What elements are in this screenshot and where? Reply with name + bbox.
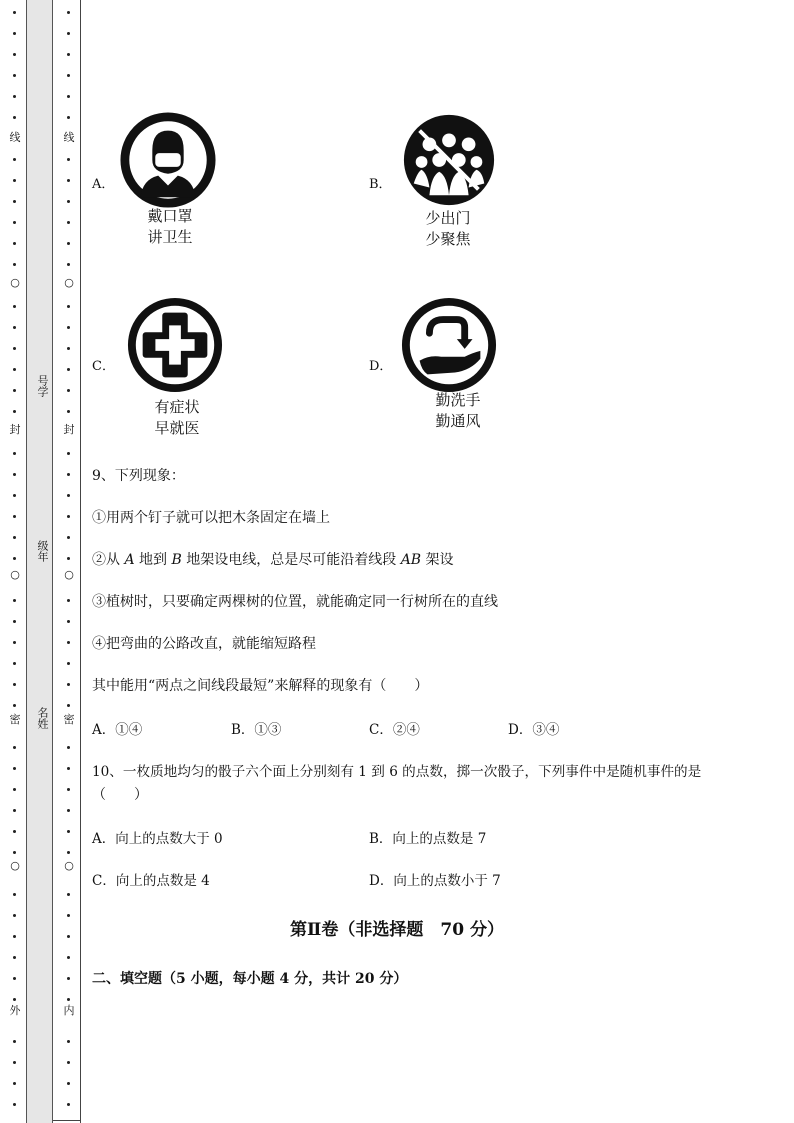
q9-option-d: D．③④ [508,722,560,738]
dot [67,893,70,896]
dot [13,11,16,14]
dot [67,410,70,413]
section-title: 第Ⅱ卷（非选择题 70 分） [290,920,504,940]
q9-item-2-mid2: 地架设电线，总是尽可能沿着线段 [181,552,401,568]
q8-option-a-letter: A． [92,177,115,192]
dot [67,1103,70,1106]
q9-item-2 [92,549,454,569]
dot [67,641,70,644]
dot [13,326,16,329]
outer-mark: ○ [10,568,20,581]
dot [13,893,16,896]
dot [13,557,16,560]
dot [67,1040,70,1043]
dot [67,746,70,749]
dot [67,242,70,245]
margin-bottom-line [53,1120,81,1121]
dot [67,473,70,476]
q8-option-d-caption-line2: 勤通风 [435,412,481,430]
dot [67,977,70,980]
q8-option-a-caption-line2: 讲卫生 [147,228,193,246]
dot [67,956,70,959]
q8-option-d-letter: D． [369,359,393,374]
q9-item-2-mid: 地到 [134,552,172,568]
dot [67,200,70,203]
outer-mark: 密 [9,713,21,726]
q9-item-1: ①用两个钉子就可以把木条固定在墙上 [92,510,330,526]
dot [13,389,16,392]
dot [13,620,16,623]
dot [67,620,70,623]
dot [67,599,70,602]
dot [67,809,70,812]
dot [67,389,70,392]
q8-option-b-caption [388,208,508,250]
q9-item-4: ④把弯曲的公路改直，就能缩短路程 [92,636,316,652]
dot [67,263,70,266]
dot [67,683,70,686]
dot [67,347,70,350]
point-b: B [171,552,182,568]
dot [13,53,16,56]
dot [13,767,16,770]
q8-option-b-caption-line2: 少聚焦 [425,230,471,248]
dot [67,830,70,833]
q9-question: 其中能用“两点之间线段最短”来解释的现象有（ ） [92,678,429,694]
dot [13,32,16,35]
dot [67,515,70,518]
dot [67,158,70,161]
inner-dotted-line [64,0,74,1123]
point-a: A [124,552,135,568]
dot [67,494,70,497]
q10-stem-paren: （ ） [92,787,148,803]
q9-item-3: ③植树时，只要确定两棵树的位置，就能确定同一行树所在的直线 [92,594,498,610]
dot [67,32,70,35]
dot [67,851,70,854]
q10-option-a: A．向上的点数大于 0 [92,831,223,847]
dot [13,452,16,455]
dot [13,473,16,476]
dot [67,179,70,182]
q10-option-c: C．向上的点数是 4 [92,873,210,889]
dot [67,452,70,455]
part-title: 二、填空题（5 小题，每小题 4 分，共计 20 分） [92,971,408,987]
dot [13,95,16,98]
dot [67,536,70,539]
inner-mark: ○ [64,568,74,581]
dot [13,536,16,539]
dot [13,704,16,707]
q8-option-c-caption-line2: 早就医 [154,419,200,437]
dot [13,746,16,749]
dot [67,74,70,77]
dot [67,704,70,707]
dot [13,977,16,980]
dot [13,158,16,161]
dot [13,1040,16,1043]
no-crowd-icon [400,111,498,209]
q8-option-c-caption-line1: 有症状 [154,398,200,416]
dot [13,410,16,413]
q8-option-d-caption [398,390,518,432]
dot [13,494,16,497]
dot [67,116,70,119]
dot [13,515,16,518]
dot [67,788,70,791]
inner-mark: 封 [63,423,75,436]
q8-option-a-caption-line1: 戴口罩 [147,207,193,225]
outer-mark: ○ [10,276,20,289]
dot [13,809,16,812]
field-class: 级年 [36,540,49,562]
dot [13,1061,16,1064]
q8-option-d-caption-line1: 勤洗手 [435,391,481,409]
dot [67,95,70,98]
q9-option-a: A．①④ [92,722,143,738]
student-info-band [26,0,53,1123]
inner-mark: 密 [63,713,75,726]
inner-mark: 内 [63,1004,75,1017]
q8-option-b-caption-line1: 少出门 [425,209,471,227]
dot [13,599,16,602]
dot [13,851,16,854]
dot [67,305,70,308]
q9-stem: 9、下列现象： [92,468,185,484]
dot [67,326,70,329]
dot [67,368,70,371]
outer-mark: 线 [9,131,21,144]
dot [67,221,70,224]
dot [13,683,16,686]
q9-option-b: B．①③ [231,722,282,738]
inner-mark: ○ [64,276,74,289]
inner-mark: ○ [64,859,74,872]
q10-stem: 10、一枚质地均匀的骰子六个面上分别刻有 1 到 6 的点数，掷一次骰子，下列事件中是随机事件的是 [92,764,702,780]
dot [13,116,16,119]
dot [13,830,16,833]
q10-option-d: D．向上的点数小于 7 [369,873,501,889]
dot [13,368,16,371]
q8-option-c-caption [117,397,237,439]
dot [13,662,16,665]
q8-option-c-letter: C． [92,359,115,374]
dot [13,788,16,791]
dot [13,1082,16,1085]
dot [67,998,70,1001]
dot [13,998,16,1001]
dot [13,179,16,182]
dot [13,221,16,224]
q8-option-a-caption [110,206,230,248]
segment-ab: AB [400,552,422,568]
margin-border-line [80,0,81,1123]
dot [13,641,16,644]
hand-wash-icon [400,296,498,394]
dot [67,53,70,56]
dot [13,242,16,245]
dot [13,74,16,77]
dot [13,347,16,350]
dot [13,956,16,959]
dot [13,263,16,266]
dot [13,200,16,203]
q10-option-b: B．向上的点数是 7 [369,831,487,847]
outer-dotted-line [10,0,20,1123]
outer-mark: 封 [9,423,21,436]
dot [67,557,70,560]
q8-option-b-letter: B． [369,177,392,192]
dot [67,1082,70,1085]
field-student-number: 号学 [36,375,49,397]
dot [67,11,70,14]
field-name: 名姓 [36,707,49,729]
medical-cross-icon [126,296,224,394]
dot [13,305,16,308]
outer-mark: 外 [9,1004,21,1017]
q9-item-2-pre: ②从 [92,552,125,568]
dot [67,662,70,665]
dot [67,1061,70,1064]
mask-person-icon [119,111,217,209]
dot [67,767,70,770]
dot [13,1103,16,1106]
inner-mark: 线 [63,131,75,144]
q9-item-2-post: 架设 [421,552,454,568]
outer-mark: ○ [10,859,20,872]
q9-option-c: C．②④ [369,722,420,738]
